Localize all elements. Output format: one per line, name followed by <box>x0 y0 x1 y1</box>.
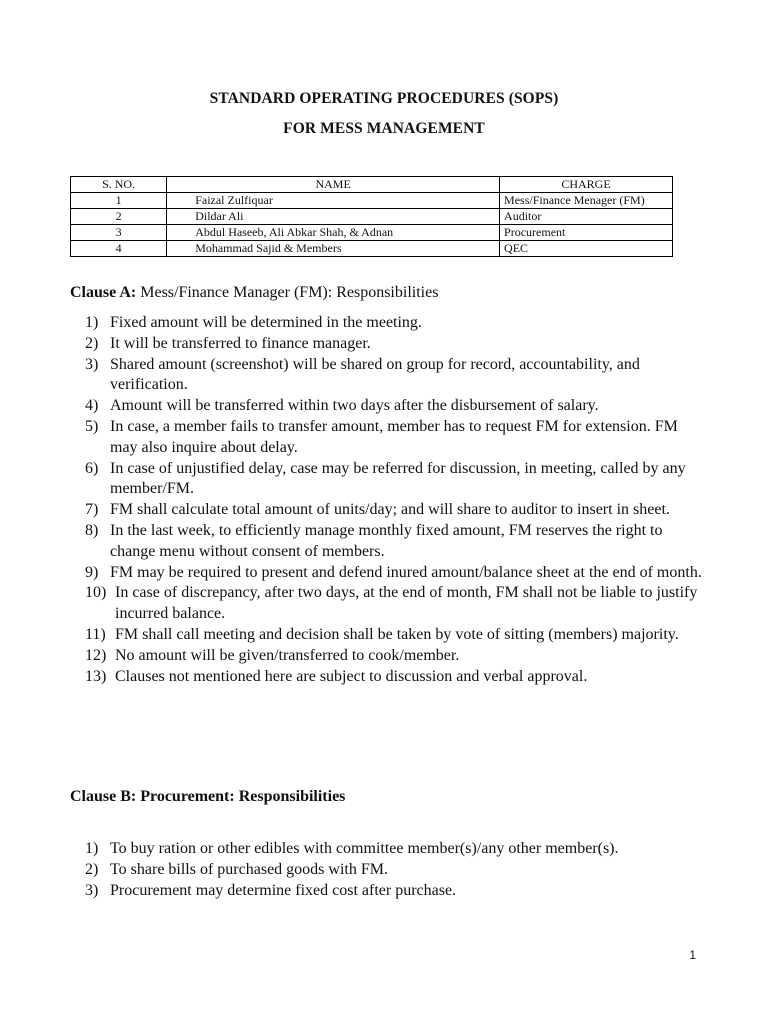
column-header-charge: CHARGE <box>500 177 673 193</box>
table-row <box>71 209 673 225</box>
item-number: 5) <box>85 417 99 435</box>
list-item <box>85 355 705 397</box>
committee-table <box>70 176 673 257</box>
list-item <box>85 881 705 902</box>
column-header-name: NAME <box>167 177 500 193</box>
clause-b-list <box>85 839 705 901</box>
item-number: 3) <box>85 881 99 899</box>
item-text: In case of discrepancy, after two days, at the end of month, FM shall not be liable to justify incurred balance. <box>115 584 698 623</box>
list-item <box>85 667 705 688</box>
document-subtitle: FOR MESS MANAGEMENT <box>283 120 485 137</box>
cell-charge: Auditor <box>500 209 673 225</box>
item-number: 11) <box>85 625 106 643</box>
item-text: FM shall calculate total amount of units/day; and will share to auditor to insert in sheet. <box>110 501 670 519</box>
item-text: In case, a member fails to transfer amount, member has to request FM for extension. FM may also inquire about delay. <box>110 417 678 456</box>
list-item <box>85 839 705 860</box>
item-number: 12) <box>85 646 107 664</box>
item-number: 2) <box>85 860 99 878</box>
clause-a-heading-text: Mess/Finance Manager (FM): Responsibilities <box>136 284 439 301</box>
item-number: 4) <box>85 397 99 415</box>
item-text: In case of unjustified delay, case may be referred for discussion, in meeting, called by any member/FM. <box>110 459 686 498</box>
item-text: Shared amount (screenshot) will be shared on group for record, accountability, and verification. <box>110 355 640 394</box>
list-item <box>85 646 705 667</box>
cell-charge: Mess/Finance Menager (FM) <box>500 193 673 209</box>
item-number: 3) <box>85 355 99 373</box>
list-item <box>85 396 705 417</box>
table-row <box>71 241 673 257</box>
list-item <box>85 500 705 521</box>
item-text: To share bills of purchased goods with FM. <box>110 860 388 878</box>
cell-name: Dildar Ali <box>167 209 500 225</box>
cell-charge: Procurement <box>500 225 673 241</box>
item-number: 6) <box>85 459 99 477</box>
cell-name: Abdul Haseeb, Ali Abkar Shah, & Adnan <box>167 225 500 241</box>
item-text: In the last week, to efficiently manage monthly fixed amount, FM reserves the right to change menu without consent of members. <box>110 521 663 560</box>
cell-name: Faizal Zulfiquar <box>167 193 500 209</box>
item-text: No amount will be given/transferred to cook/member. <box>115 646 460 664</box>
clause-a-heading <box>70 284 438 302</box>
table-row <box>71 193 673 209</box>
item-text: It will be transferred to finance manager. <box>110 334 371 352</box>
item-number: 13) <box>85 667 107 685</box>
item-number: 10) <box>85 584 107 602</box>
list-item <box>85 334 705 355</box>
page-number: 1 <box>689 948 696 962</box>
cell-charge: QEC <box>500 241 673 257</box>
list-item <box>85 625 705 646</box>
item-number: 2) <box>85 334 99 352</box>
clause-a-label: Clause A: <box>70 284 137 301</box>
item-text: Amount will be transferred within two days after the disbursement of salary. <box>110 397 599 415</box>
cell-sno: 2 <box>71 209 167 225</box>
item-number: 8) <box>85 521 99 539</box>
item-number: 7) <box>85 501 99 519</box>
item-number: 1) <box>85 840 99 857</box>
item-number: 9) <box>85 563 99 581</box>
item-number: 1) <box>85 314 99 331</box>
item-text: To buy ration or other edibles with committee member(s)/any other member(s). <box>110 840 619 857</box>
clause-a-list <box>85 313 705 687</box>
list-item <box>85 417 705 459</box>
cell-name: Mohammad Sajid & Members <box>167 241 500 257</box>
cell-sno: 3 <box>71 225 167 241</box>
document-title: STANDARD OPERATING PROCEDURES (SOPS) <box>209 90 559 107</box>
column-header-sno: S. NO. <box>71 177 167 193</box>
item-text: Clauses not mentioned here are subject to discussion and verbal approval. <box>115 667 588 685</box>
list-item <box>85 521 705 563</box>
list-item <box>85 583 705 625</box>
cell-sno: 1 <box>71 193 167 209</box>
list-item <box>85 313 705 334</box>
item-text: Fixed amount will be determined in the meeting. <box>110 314 422 331</box>
table-row <box>71 225 673 241</box>
cell-sno: 4 <box>71 241 167 257</box>
item-text: FM may be required to present and defend inured amount/balance sheet at the end of month. <box>110 563 702 581</box>
item-text: FM shall call meeting and decision shall be taken by vote of sitting (members) majority. <box>115 625 679 643</box>
list-item <box>85 860 705 881</box>
item-text: Procurement may determine fixed cost after purchase. <box>110 881 457 899</box>
list-item <box>85 563 705 584</box>
clause-b-heading: Clause B: Procurement: Responsibilities <box>70 788 346 805</box>
table-header-row <box>71 177 673 193</box>
list-item <box>85 459 705 501</box>
